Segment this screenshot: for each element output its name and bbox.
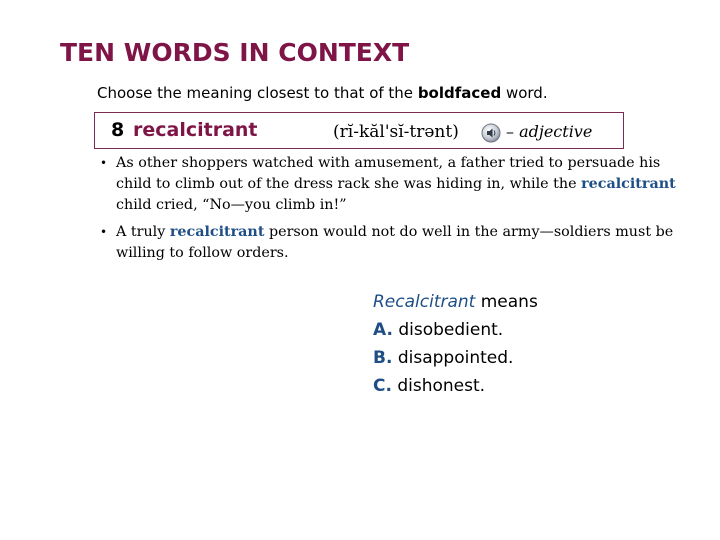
word-number: 8 [111,119,125,141]
pronunciation: (rĭ-kăl'sĭ-trənt) [333,122,459,142]
answer-option-a[interactable] [373,316,538,344]
example-text-before: As other shoppers watched with amusement, a father tried to persuade his child to climb out of the dress rack she was hiding in, while the [116,155,661,192]
speaker-icon[interactable] [481,123,501,143]
part-of-speech: – adjective [506,122,593,141]
example-item [98,153,678,216]
example-highlight-word: recalcitrant [581,176,676,192]
question-stem-text: means [475,292,538,312]
answer-option-b[interactable] [373,344,538,372]
word-entry-box [94,112,624,149]
option-text: disappointed. [392,348,514,368]
instruction-before: Choose the meaning closest to that of the [97,84,418,102]
instruction-after: word. [501,84,548,102]
option-text: dishonest. [391,376,486,396]
example-text-before: A truly [116,224,170,240]
example-item [98,222,678,264]
example-text-after: person would not do well in the army—soldiers must be willing to follow orders. [116,224,674,261]
option-letter: B. [373,348,393,368]
instruction-emphasis: boldfaced [417,84,502,102]
example-sentences [98,153,678,270]
bullet-icon: • [100,225,108,239]
page-title: TEN WORDS IN CONTEXT [60,38,410,67]
question-word: Recalcitrant [373,292,476,312]
question-stem [373,288,538,316]
option-text: disobedient. [392,320,504,340]
option-letter: A. [373,320,393,340]
example-text-after: child cried, “No—you climb in!” [116,197,347,213]
instruction-text [97,84,548,102]
question-block [373,288,538,400]
bullet-icon: • [100,156,108,170]
option-letter: C. [373,376,392,396]
vocabulary-word: recalcitrant [133,119,258,141]
answer-option-c[interactable] [373,372,538,400]
example-highlight-word: recalcitrant [169,224,265,240]
